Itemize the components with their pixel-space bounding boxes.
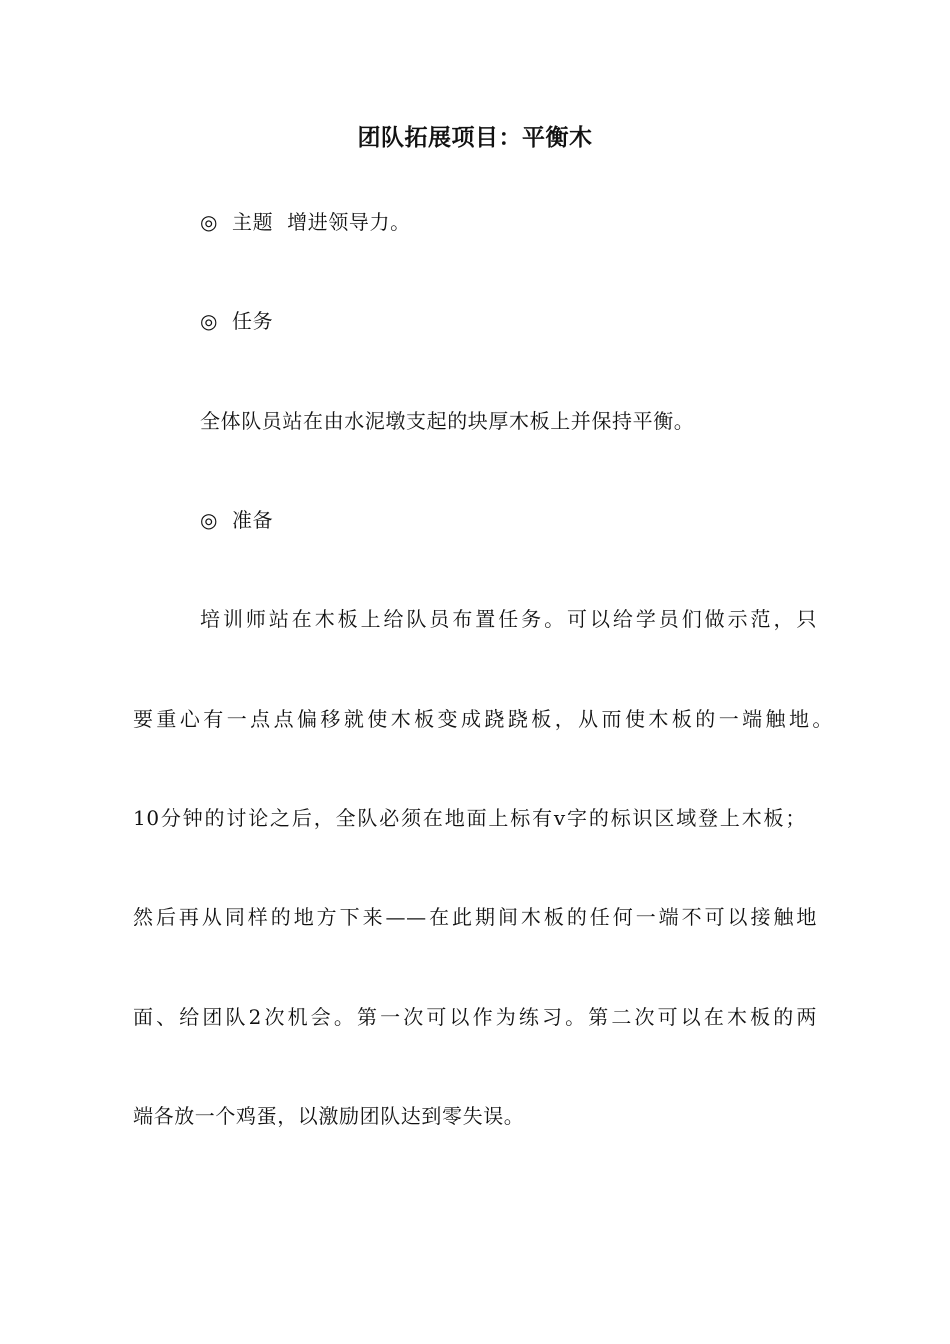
prep-heading-text: 准备 bbox=[232, 508, 274, 532]
prep-body-line: 培训师站在木板上给队员布置任务。可以给学员们做示范，只 bbox=[200, 607, 817, 631]
prep-heading bbox=[200, 504, 900, 536]
bullet-circle-icon: ◎ bbox=[200, 210, 219, 234]
bullet-circle-icon: ◎ bbox=[200, 508, 219, 532]
task-heading-text: 任务 bbox=[232, 309, 274, 333]
theme-text: 主题 增进领导力。 bbox=[232, 210, 411, 234]
theme-line bbox=[200, 206, 900, 238]
task-heading bbox=[200, 305, 900, 337]
task-body: 全体队员站在由水泥墩支起的块厚木板上并保持平衡。 bbox=[200, 409, 695, 433]
prep-body-line: 要重心有一点点偏移就使木板变成跷跷板，从而使木板的一端触地。 bbox=[133, 707, 833, 731]
bullet-circle-icon: ◎ bbox=[200, 309, 219, 333]
prep-body-line: 端各放一个鸡蛋，以激励团队达到零失误。 bbox=[133, 1104, 525, 1128]
document-title: 团队拓展项目：平衡木 bbox=[357, 125, 593, 151]
prep-body-line: 然后再从同样的地方下来——在此期间木板的任何一端不可以接触地 bbox=[133, 905, 817, 929]
prep-body-line: 面、给团队2次机会。第一次可以作为练习。第二次可以在木板的两 bbox=[133, 1005, 817, 1029]
prep-body-line: 10分钟的讨论之后，全队必须在地面上标有v字的标识区域登上木板； bbox=[133, 806, 806, 830]
